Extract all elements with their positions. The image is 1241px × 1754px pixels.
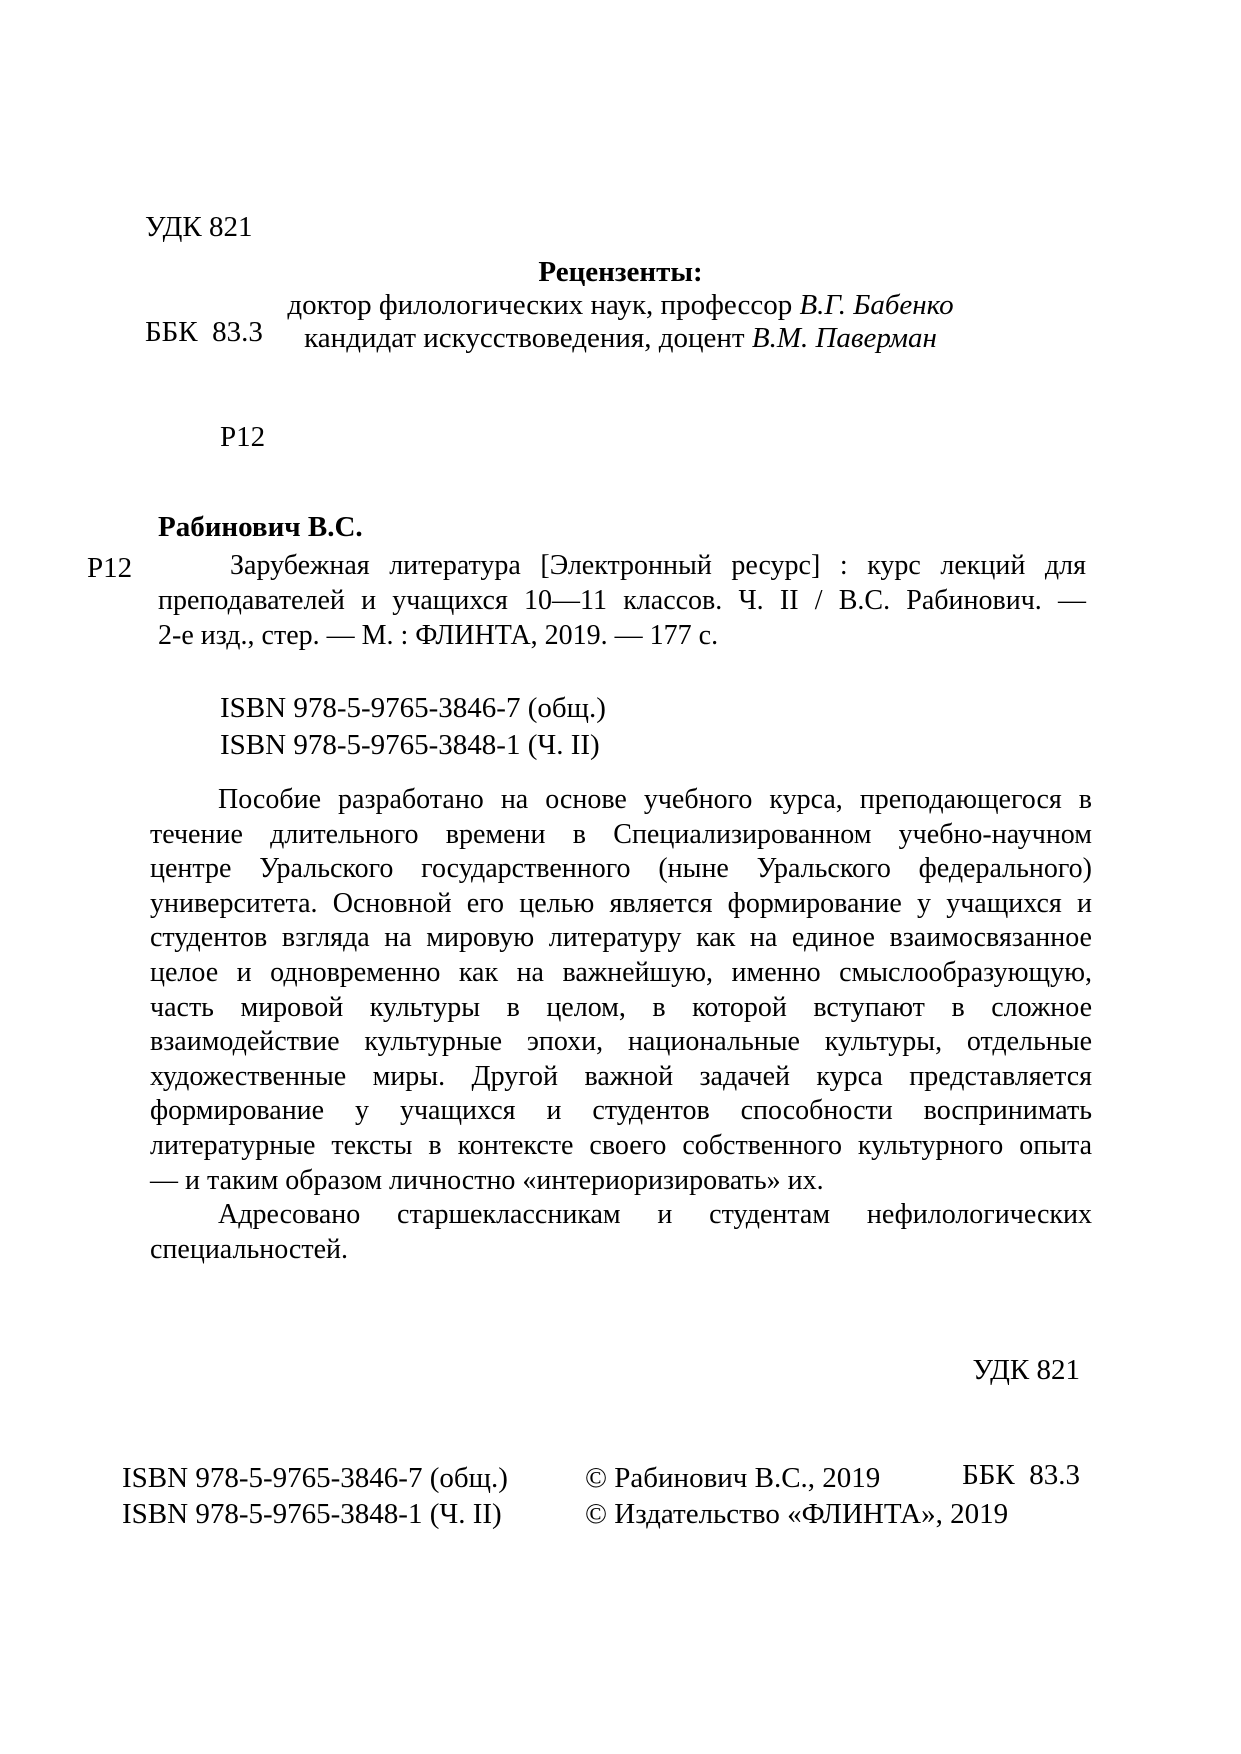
annotation-line: формирование у учащихся и студентов способности воспринимать [150,1095,1092,1127]
catalog-sigla: Р12 [87,552,133,584]
catalog-description [158,548,1086,653]
reviewers-block [0,256,1241,355]
reviewer-line-1 [0,289,1241,322]
isbn-block [220,690,606,763]
catalog-line: преподавателей и учащихся 10—11 классов. Ч. II / В.С. Рабинович. — [158,585,1086,616]
annotation-line: центре Уральского государственного (ныне Уральского федерального) [150,853,1092,885]
annotation-line: часть мировой культуры в целом, в которой вступают в сложное [150,991,1092,1023]
annotation-line: Пособие разработано на основе учебного курса, преподающегося в [218,784,1092,815]
isbn-line-2: ISBN 978-5-9765-3848-1 (Ч. II) [220,728,600,761]
annotation-line: целое и одновременно как на важнейшую, именно смыслообразующую, [150,956,1092,988]
annotation-block [150,783,1092,1267]
author-sigla-top: Р12 [220,421,266,453]
reviewer-1-name: В.Г. Бабенко [799,289,954,321]
udk-bottom-code: УДК 821 [972,1354,1080,1386]
footer-isbn-1: ISBN 978-5-9765-3846-7 (общ.) [122,1462,508,1494]
annotation-line: университета. Основной его целью является формирование у учащихся и [150,887,1092,919]
footer-copyright-publisher: © Издательство «ФЛИНТА», 2019 [585,1498,1009,1530]
annotation-line: студентов взгляда на мировую литературу как на единое взаимосвязанное [150,922,1092,954]
reviewer-2-name: В.М. Паверман [751,322,937,354]
annotation-line: — и таким образом личностно «интериоризировать» их. [150,1164,824,1196]
catalog-line: Зарубежная литература [Электронный ресурс] : курс лекций для [230,550,1086,581]
bbk-top-code: ББК 83.3 [145,316,263,348]
bbk-bottom-code: ББК 83.3 [962,1459,1080,1491]
annotation-line: Адресовано старшеклассникам и студентам нефилологических [218,1199,1092,1231]
annotation-line: специальностей. [150,1233,348,1265]
footer-isbn-2: ISBN 978-5-9765-3848-1 (Ч. II) [122,1498,502,1530]
annotation-line: литературные тексты в контексте своего собственного культурного опыта [150,1129,1092,1161]
author-name: Рабинович В.С. [158,511,363,543]
udk-top-code: УДК 821 [145,211,253,243]
reviewers-heading: Рецензенты: [538,256,703,288]
annotation-line: взаимодействие культурные эпохи, национальные культуры, отдельные [150,1026,1092,1058]
annotation-line: художественные миры. Другой важной задачей курса представляется [150,1060,1092,1092]
footer-isbn-block [122,1460,508,1532]
isbn-line-1: ISBN 978-5-9765-3846-7 (общ.) [220,692,606,724]
footer-copyright-author: © Рабинович В.С., 2019 [585,1462,881,1494]
footer-copyright-block [585,1460,1008,1532]
reviewer-2-title: кандидат искусствоведения, доцент [304,322,752,354]
catalog-line: 2-е изд., стер. — М. : ФЛИНТА, 2019. — 177 с. [158,620,719,651]
reviewer-1-title: доктор филологических наук, профессор [287,289,800,321]
annotation-line: течение длительного времени в Специализированном учебно-научном [150,818,1092,850]
reviewer-line-2 [0,322,1241,355]
